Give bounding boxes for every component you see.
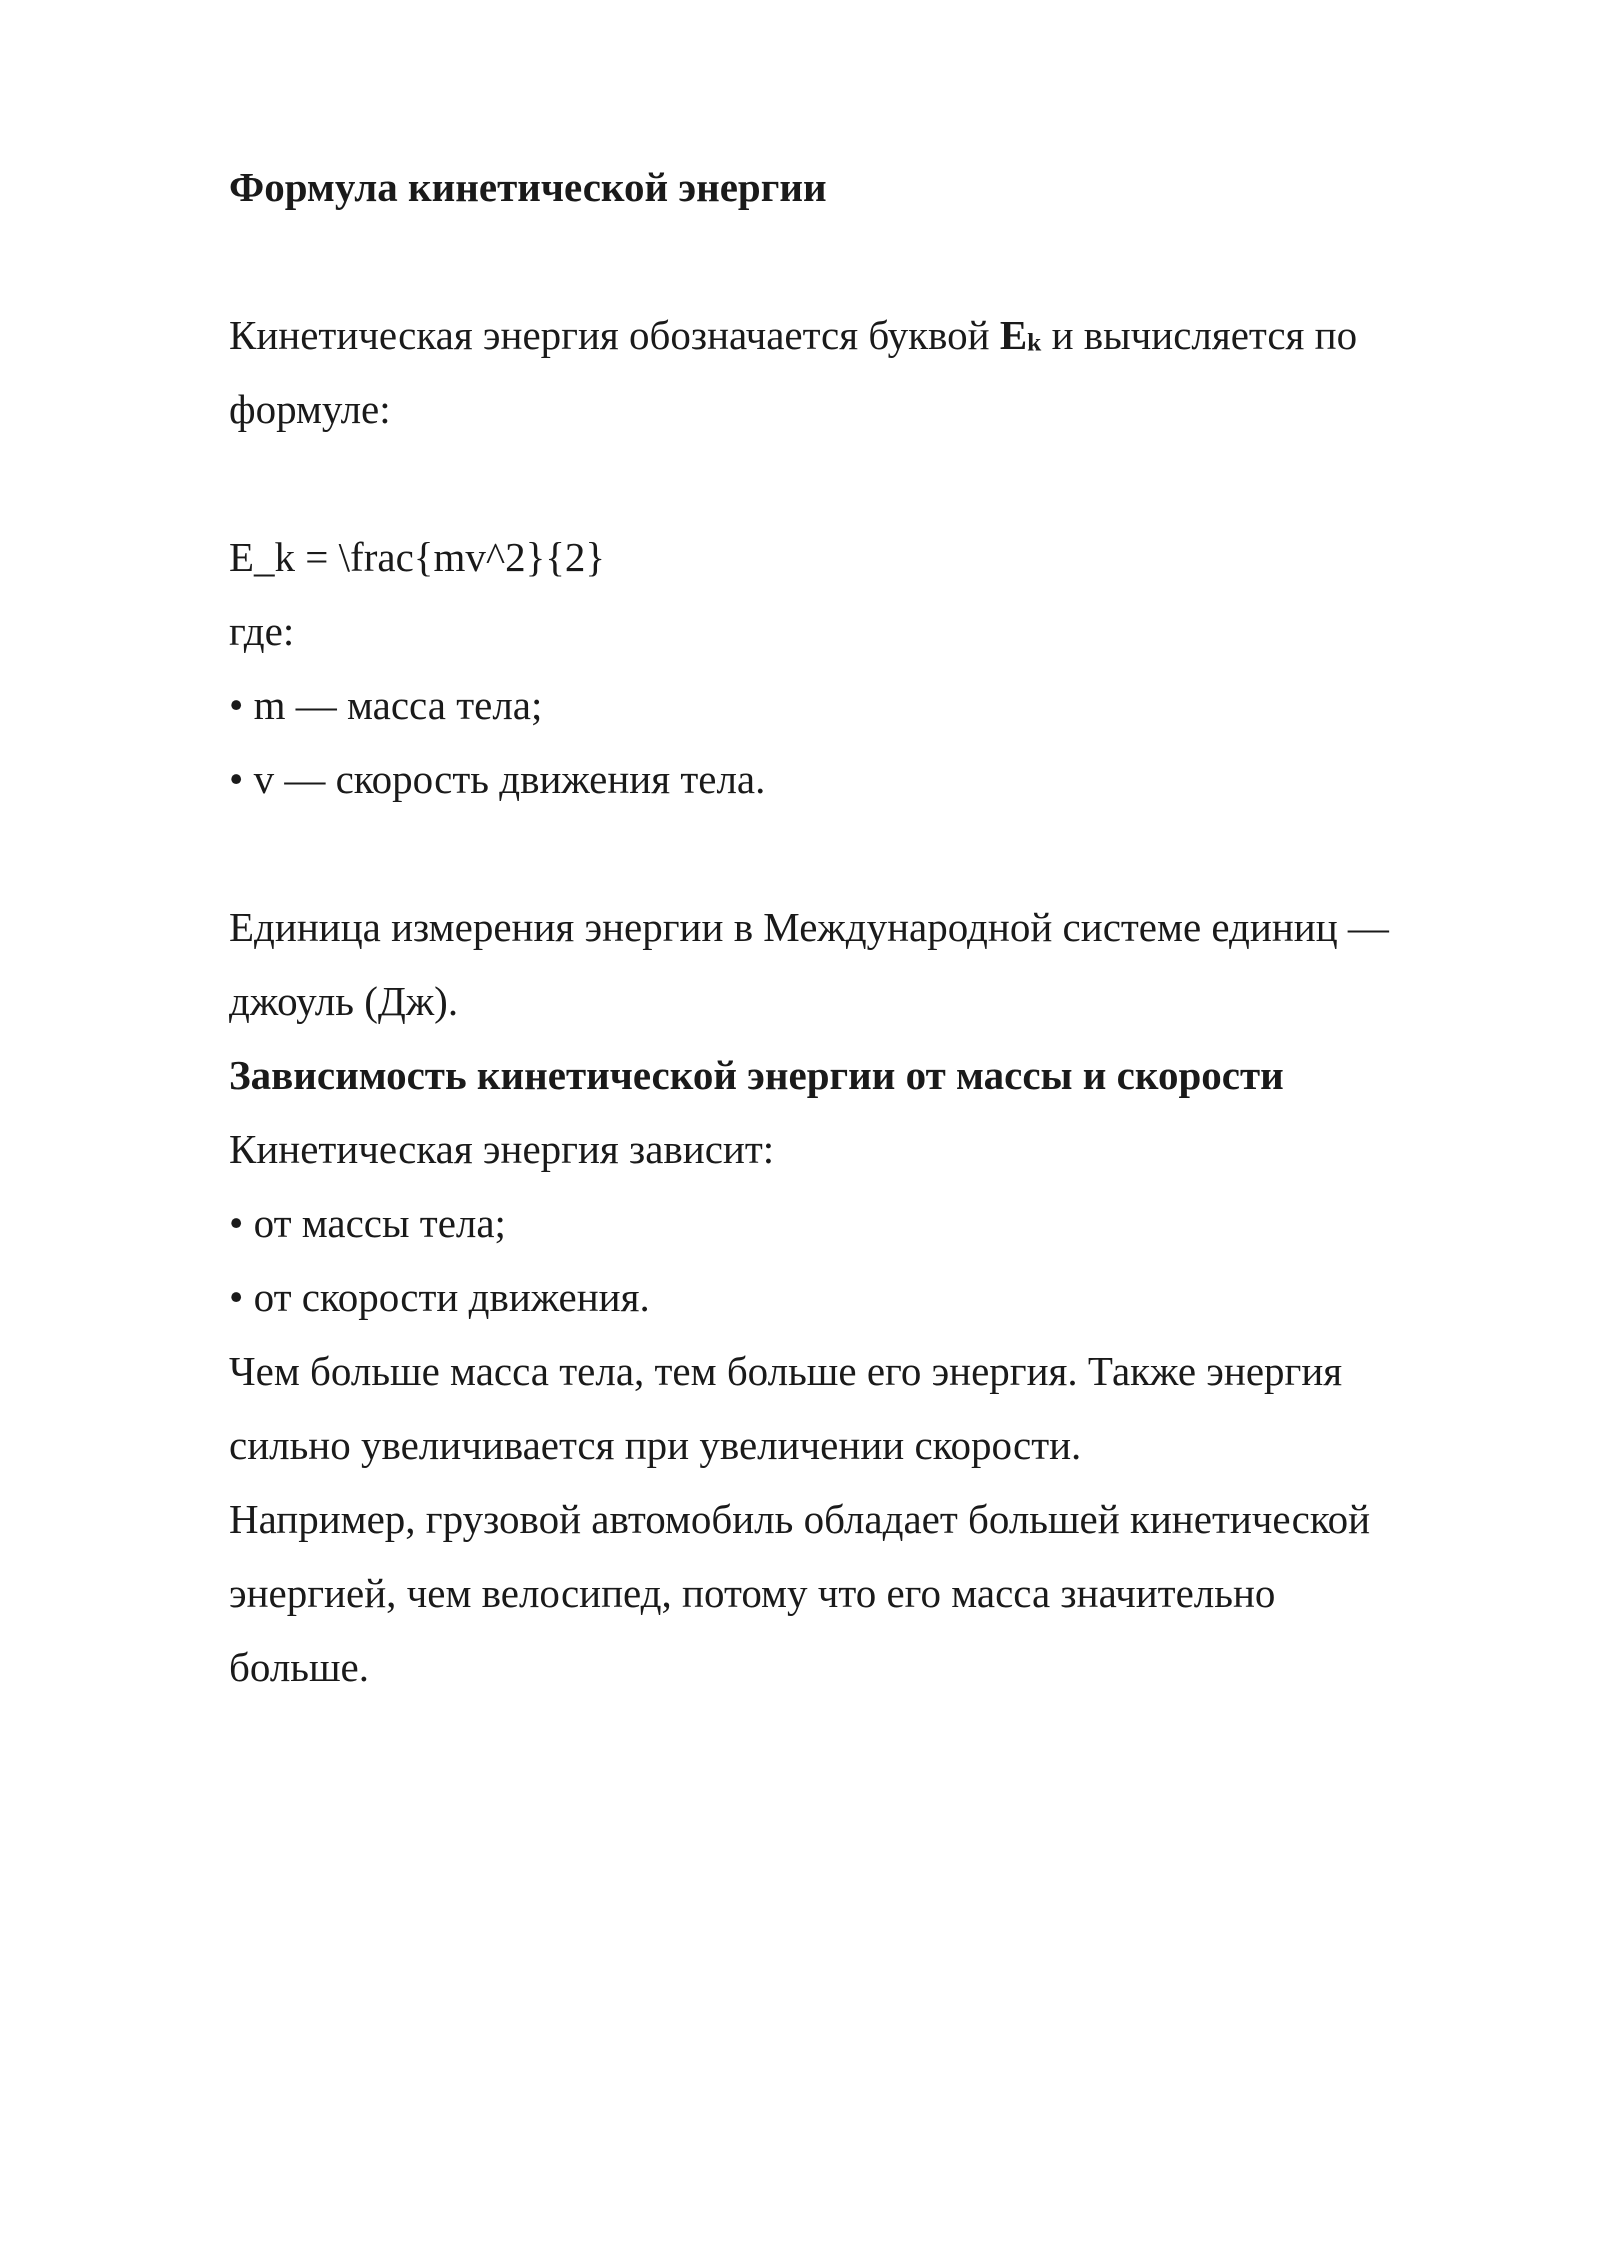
intro-text-after: и вычисляется по — [1041, 312, 1358, 358]
spacer — [229, 816, 1469, 890]
depends-item-speed: • от скорости движения. — [229, 1274, 650, 1320]
intro-line-2: формуле: — [229, 386, 391, 432]
intro-text-before: Кинетическая энергия обозначается буквой — [229, 312, 1000, 358]
paragraph2-line-2: энергией, чем велосипед, потому что его масса значительно — [229, 1570, 1276, 1616]
energy-symbol-base: E — [999, 312, 1028, 358]
depends-item-mass: • от массы тела; — [229, 1200, 506, 1246]
spacer — [229, 446, 1469, 520]
formula: E_k = \frac{mv^2}{2} — [229, 534, 606, 580]
spacer — [229, 224, 1469, 298]
variable-item-m: • m — масса тела; — [229, 682, 543, 728]
unit-line-2: джоуль (Дж). — [229, 978, 459, 1024]
paragraph2-line-3: больше. — [229, 1644, 369, 1690]
where-label: где: — [229, 608, 295, 654]
depends-label: Кинетическая энергия зависит: — [229, 1126, 775, 1172]
paragraph1-line-1: Чем больше масса тела, тем больше его энергия. Также энергия — [229, 1348, 1343, 1394]
document-body — [229, 150, 1469, 1704]
intro-line-1 — [229, 298, 1469, 372]
variable-item-v: • v — скорость движения тела. — [229, 756, 766, 802]
section-heading: Зависимость кинетической энергии от массы и скорости — [229, 1052, 1284, 1098]
energy-symbol — [1000, 312, 1042, 358]
paragraph1-line-2: сильно увеличивается при увеличении скорости. — [229, 1422, 1082, 1468]
paragraph2-line-1: Например, грузовой автомобиль обладает большей кинетической — [229, 1496, 1371, 1542]
unit-line-1: Единица измерения энергии в Международной системе единиц — — [229, 904, 1389, 950]
document-title: Формула кинетической энергии — [229, 164, 827, 210]
energy-symbol-subscript: k — [1027, 328, 1042, 357]
